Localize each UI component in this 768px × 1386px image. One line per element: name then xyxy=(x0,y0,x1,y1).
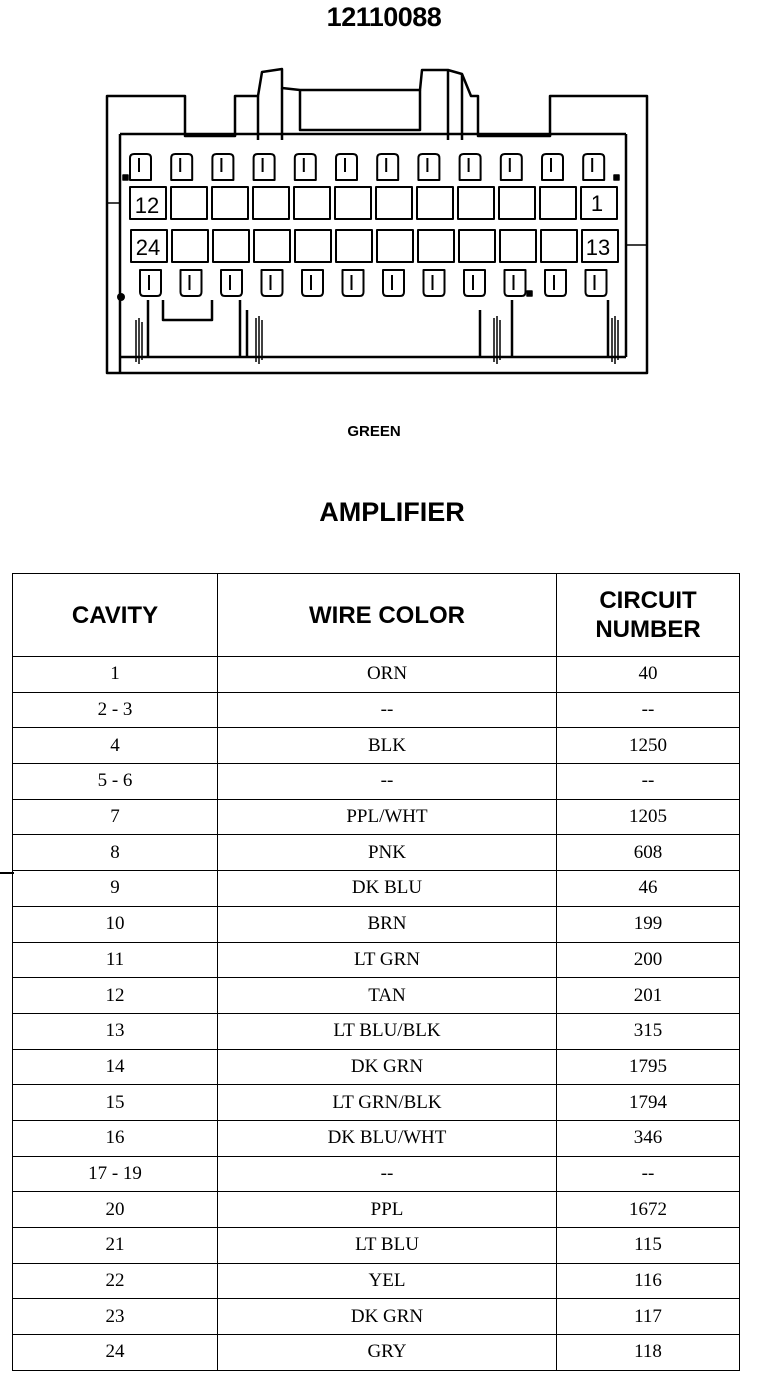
cell-circuit-number: 199 xyxy=(557,906,740,942)
cavity-label-bottom-left: 24 xyxy=(135,235,161,260)
cell-circuit-number: 118 xyxy=(557,1335,740,1371)
connector-diagram xyxy=(0,0,768,420)
terminal-slot xyxy=(542,154,563,180)
cavity-label-top-left: 12 xyxy=(134,193,160,218)
cell-wire-color: LT GRN xyxy=(218,942,557,978)
cell-circuit-number: 1794 xyxy=(557,1085,740,1121)
connector-housing xyxy=(107,69,647,373)
cavity-box xyxy=(500,230,536,262)
cavity-box xyxy=(172,230,208,262)
cell-wire-color: TAN xyxy=(218,978,557,1014)
cavity-box xyxy=(417,187,453,219)
cell-wire-color: PPL/WHT xyxy=(218,799,557,835)
table-header-row xyxy=(13,574,740,657)
marker-square xyxy=(614,175,619,180)
terminal-slot xyxy=(424,270,445,296)
pinout-table xyxy=(12,573,740,1371)
cavity-box xyxy=(253,187,289,219)
cavity-box xyxy=(254,230,290,262)
cell-circuit-number: 1205 xyxy=(557,799,740,835)
cell-circuit-number: 608 xyxy=(557,835,740,871)
cell-circuit-number: 117 xyxy=(557,1299,740,1335)
cell-wire-color: YEL xyxy=(218,1263,557,1299)
marker-square xyxy=(123,175,128,180)
terminal-slot xyxy=(545,270,566,296)
cavity-box xyxy=(294,187,330,219)
cell-wire-color: BRN xyxy=(218,906,557,942)
terminal-slot xyxy=(140,270,161,296)
terminal-slot xyxy=(418,154,439,180)
table-row xyxy=(13,1013,740,1049)
cell-wire-color: ORN xyxy=(218,657,557,693)
terminal-slot xyxy=(586,270,607,296)
cell-cavity: 23 xyxy=(13,1299,218,1335)
terminal-slot xyxy=(501,154,522,180)
cell-circuit-number: 116 xyxy=(557,1263,740,1299)
cavity-box xyxy=(171,187,207,219)
cavity-box xyxy=(458,187,494,219)
cavity-label-bottom-right: 13 xyxy=(585,235,611,260)
cavity-box xyxy=(540,187,576,219)
part-number: 12110088 xyxy=(326,2,442,32)
terminal-slot xyxy=(383,270,404,296)
cell-cavity: 8 xyxy=(13,835,218,871)
terminal-slot xyxy=(130,154,151,180)
table-row xyxy=(13,906,740,942)
table-row xyxy=(13,657,740,693)
cell-wire-color: -- xyxy=(218,1156,557,1192)
table-row xyxy=(13,1120,740,1156)
cavity-box xyxy=(213,230,249,262)
connector-color-label: GREEN xyxy=(347,423,401,440)
table-row xyxy=(13,835,740,871)
cell-cavity: 10 xyxy=(13,906,218,942)
cell-cavity: 9 xyxy=(13,871,218,907)
cell-cavity: 1 xyxy=(13,657,218,693)
cavity-box xyxy=(541,230,577,262)
cell-cavity: 7 xyxy=(13,799,218,835)
cell-circuit-number: -- xyxy=(557,764,740,800)
terminal-slot xyxy=(254,154,275,180)
table-row xyxy=(13,942,740,978)
cavity-box xyxy=(336,230,372,262)
cavity-box xyxy=(335,187,371,219)
terminal-slot xyxy=(212,154,233,180)
cell-cavity: 4 xyxy=(13,728,218,764)
cell-wire-color: DK BLU xyxy=(218,871,557,907)
cell-wire-color: GRY xyxy=(218,1335,557,1371)
cell-cavity: 15 xyxy=(13,1085,218,1121)
table-row xyxy=(13,1299,740,1335)
table-row xyxy=(13,692,740,728)
cell-circuit-number: 1795 xyxy=(557,1049,740,1085)
connector-base xyxy=(120,300,626,373)
cell-wire-color: LT BLU xyxy=(218,1228,557,1264)
terminal-slot xyxy=(460,154,481,180)
terminal-slot xyxy=(583,154,604,180)
table-row xyxy=(13,799,740,835)
header-cavity: CAVITY xyxy=(13,574,218,657)
terminal-slot xyxy=(221,270,242,296)
table-row xyxy=(13,1156,740,1192)
table-row xyxy=(13,978,740,1014)
cell-circuit-number: -- xyxy=(557,692,740,728)
terminal-slot xyxy=(377,154,398,180)
table-row xyxy=(13,1228,740,1264)
terminal-slot xyxy=(343,270,364,296)
cell-cavity: 24 xyxy=(13,1335,218,1371)
table-row xyxy=(13,1192,740,1228)
cell-wire-color: DK GRN xyxy=(218,1299,557,1335)
cell-circuit-number: 315 xyxy=(557,1013,740,1049)
cell-wire-color: LT GRN/BLK xyxy=(218,1085,557,1121)
header-circuit-line1: CIRCUIT xyxy=(599,587,697,614)
cell-circuit-number: 40 xyxy=(557,657,740,693)
cell-wire-color: DK BLU/WHT xyxy=(218,1120,557,1156)
header-circuit-line2: NUMBER xyxy=(595,616,701,643)
cell-circuit-number: 115 xyxy=(557,1228,740,1264)
cell-cavity: 2 - 3 xyxy=(13,692,218,728)
table-row xyxy=(13,764,740,800)
header-circuit-number xyxy=(557,574,740,657)
cavity-label-top-right: 1 xyxy=(590,191,604,216)
header-wire-color: WIRE COLOR xyxy=(218,574,557,657)
table-row xyxy=(13,871,740,907)
table-title: AMPLIFIER xyxy=(319,497,465,527)
cell-circuit-number: 201 xyxy=(557,978,740,1014)
cavity-box xyxy=(418,230,454,262)
cavity-box xyxy=(212,187,248,219)
cell-cavity: 20 xyxy=(13,1192,218,1228)
terminal-slot xyxy=(171,154,192,180)
terminal-slot xyxy=(181,270,202,296)
cell-cavity: 5 - 6 xyxy=(13,764,218,800)
cell-circuit-number: 346 xyxy=(557,1120,740,1156)
cell-wire-color: -- xyxy=(218,764,557,800)
terminal-slot xyxy=(295,154,316,180)
table-row xyxy=(13,1049,740,1085)
cell-wire-color: DK GRN xyxy=(218,1049,557,1085)
cell-circuit-number: 46 xyxy=(557,871,740,907)
cell-circuit-number: 1250 xyxy=(557,728,740,764)
cavity-box xyxy=(459,230,495,262)
terminal-slot xyxy=(336,154,357,180)
cell-cavity: 14 xyxy=(13,1049,218,1085)
marker-dot xyxy=(117,293,125,301)
cavity-box xyxy=(376,187,412,219)
cavity-box xyxy=(295,230,331,262)
cell-wire-color: PNK xyxy=(218,835,557,871)
table-row xyxy=(13,1263,740,1299)
cell-wire-color: -- xyxy=(218,692,557,728)
cell-wire-color: PPL xyxy=(218,1192,557,1228)
cell-circuit-number: 200 xyxy=(557,942,740,978)
table-row xyxy=(13,1085,740,1121)
cell-cavity: 12 xyxy=(13,978,218,1014)
cell-cavity: 22 xyxy=(13,1263,218,1299)
terminal-slot xyxy=(302,270,323,296)
cell-circuit-number: -- xyxy=(557,1156,740,1192)
table-row xyxy=(13,728,740,764)
cavity-box xyxy=(499,187,535,219)
terminal-slot xyxy=(464,270,485,296)
cell-cavity: 21 xyxy=(13,1228,218,1264)
cavity-box xyxy=(377,230,413,262)
cell-wire-color: LT BLU/BLK xyxy=(218,1013,557,1049)
cell-cavity: 13 xyxy=(13,1013,218,1049)
cell-cavity: 16 xyxy=(13,1120,218,1156)
marker-square xyxy=(527,291,532,296)
cell-wire-color: BLK xyxy=(218,728,557,764)
terminal-slot xyxy=(505,270,526,296)
terminal-slot xyxy=(262,270,283,296)
cell-cavity: 17 - 19 xyxy=(13,1156,218,1192)
table-row xyxy=(13,1335,740,1371)
stray-mark xyxy=(0,872,14,874)
cell-circuit-number: 1672 xyxy=(557,1192,740,1228)
cell-cavity: 11 xyxy=(13,942,218,978)
